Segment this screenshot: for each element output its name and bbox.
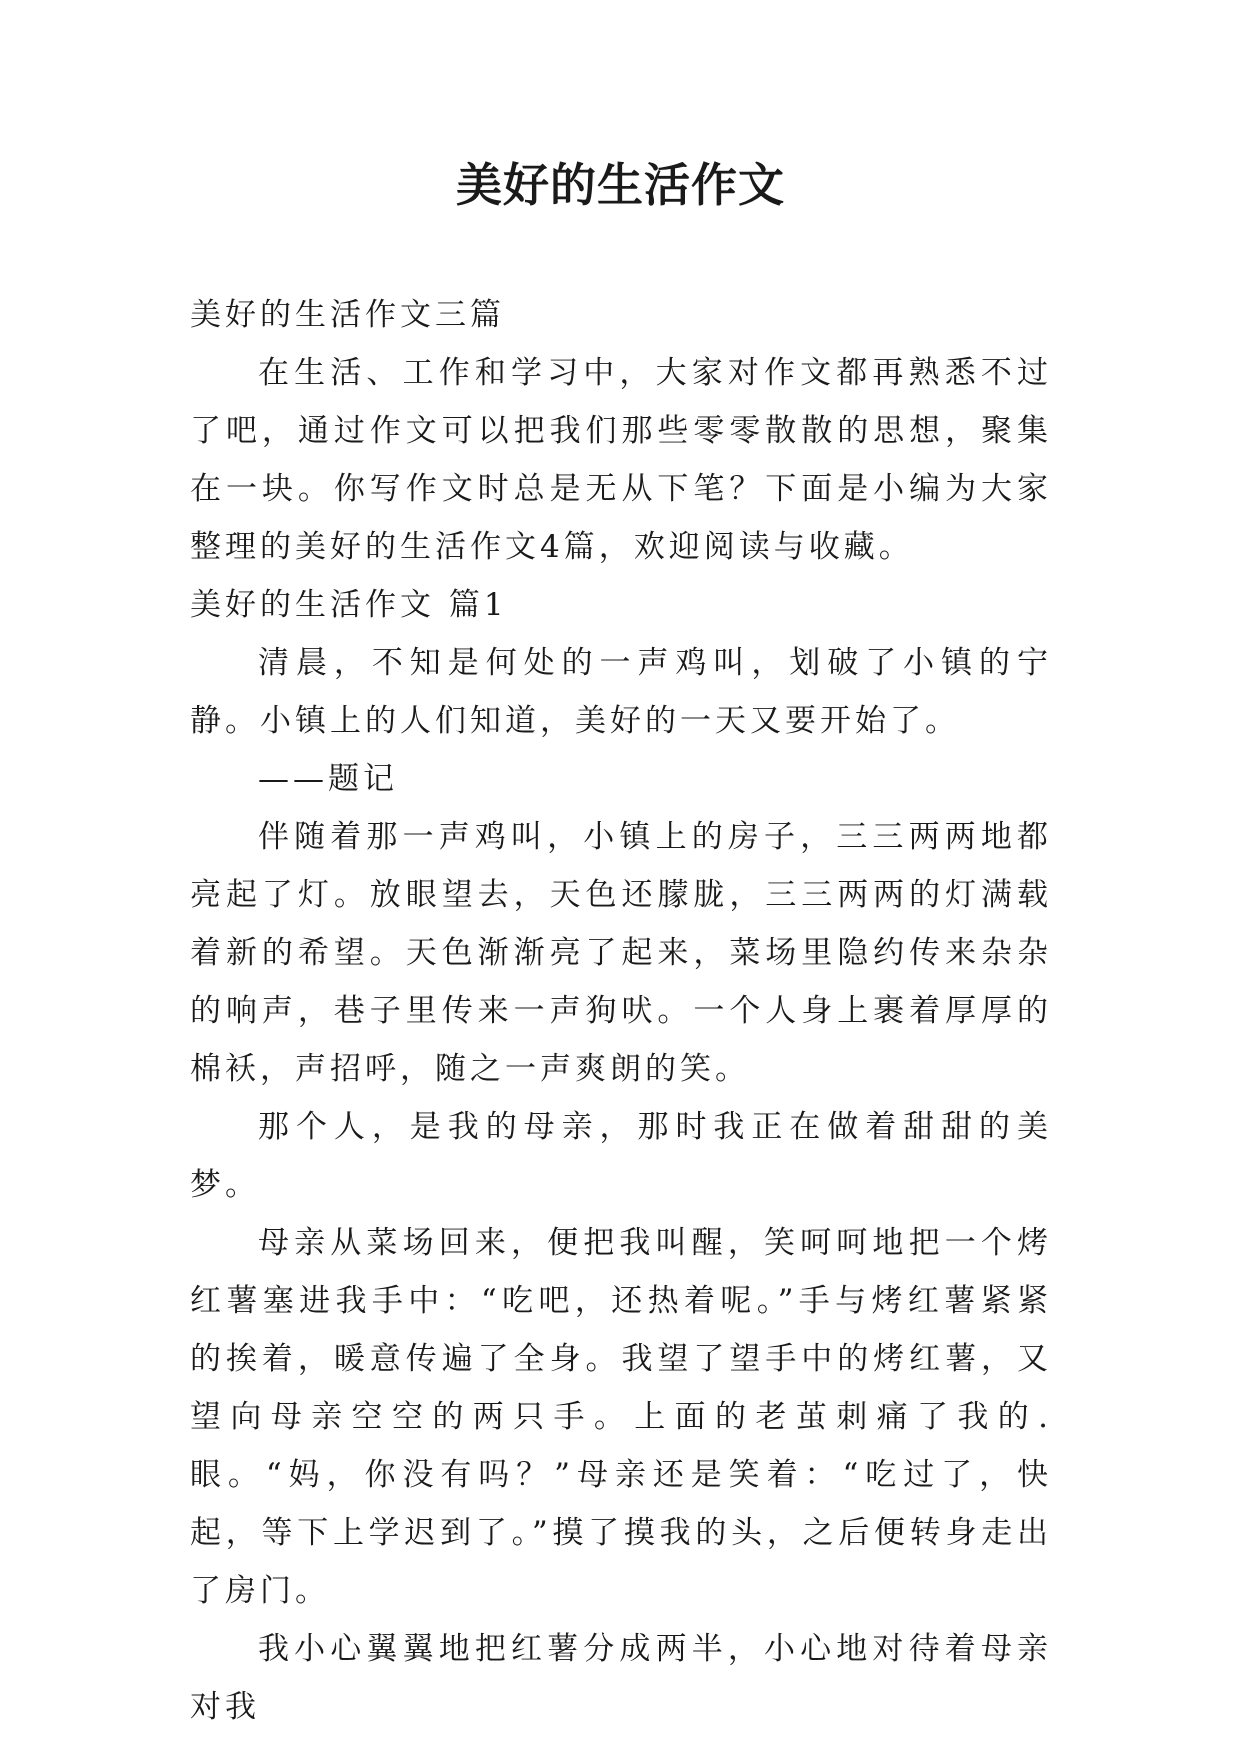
paragraph: 伴随着那一声鸡叫，小镇上的房子，三三两两地都亮起了灯。放眼望去，天色还朦胧，三三两两的灯满载着新的希望。天色渐渐亮了起来，菜场里隐约传来杂杂的响声，巷子里传来一声狗吠。一个人身上裹着厚厚的棉袄，声招呼，随之一声爽朗的笑。 (190, 819, 1052, 1087)
section-heading: 美好的生活作文 篇1 (190, 587, 508, 623)
document-body (190, 286, 1052, 1736)
epigraph-note: ——题记 (258, 761, 398, 797)
paragraph: 母亲从菜场回来，便把我叫醒，笑呵呵地把一个烤红薯塞进我手中：“吃吧，还热着呢。”手与烤红薯紧紧的挨着，暖意传遍了全身。我望了望手中的烤红薯，又望向母亲空空的两只手。上面的老茧刺痛了我的.眼。“妈，你没有吗？”母亲还是笑着：“吃过了，快起，等下上学迟到了。”摸了摸我的头，之后便转身走出了房门。 (190, 1225, 1052, 1609)
paragraph: 那个人，是我的母亲，那时我正在做着甜甜的美梦。 (190, 1109, 1052, 1203)
paragraph: 清晨，不知是何处的一声鸡叫，划破了小镇的宁静。小镇上的人们知道，美好的一天又要开始了。 (190, 645, 1052, 739)
intro-paragraph: 在生活、工作和学习中，大家对作文都再熟悉不过了吧，通过作文可以把我们那些零零散散的思想，聚集在一块。你写作文时总是无从下笔？下面是小编为大家整理的美好的生活作文4篇，欢迎阅读与收藏。 (190, 355, 1052, 565)
document-title: 美好的生活作文 (456, 158, 785, 212)
document-subtitle: 美好的生活作文三篇 (190, 297, 505, 333)
paragraph: 我小心翼翼地把红薯分成两半，小心地对待着母亲对我 (190, 1631, 1052, 1725)
